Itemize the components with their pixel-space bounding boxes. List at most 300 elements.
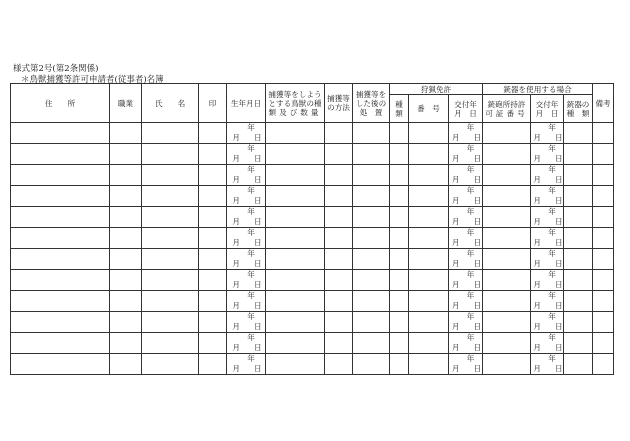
firearm-issue-date-cell[interactable]	[531, 228, 564, 249]
license-issue-date-cell[interactable]	[449, 144, 483, 165]
method-cell[interactable]	[325, 144, 353, 165]
remarks-cell[interactable]	[593, 165, 614, 186]
year-label: 年	[466, 291, 475, 300]
occupation-cell[interactable]	[110, 291, 142, 312]
year-label: 年	[466, 144, 475, 153]
remarks-cell[interactable]	[593, 123, 614, 144]
birthdate-cell[interactable]	[227, 312, 266, 333]
header-species-quantity-line2: とする鳥獣の種	[268, 98, 322, 108]
birthdate-cell[interactable]	[227, 228, 266, 249]
seal-cell[interactable]	[199, 354, 227, 375]
license-type-cell[interactable]	[390, 333, 409, 354]
table-row	[11, 144, 614, 165]
disposal-cell[interactable]	[353, 354, 390, 375]
occupation-cell[interactable]	[110, 249, 142, 270]
license-number-cell[interactable]	[409, 186, 449, 207]
name-cell[interactable]	[142, 123, 199, 144]
year-label: 年	[247, 165, 255, 174]
license-issue-date-cell[interactable]	[449, 291, 483, 312]
firearm-permit-number-cell[interactable]	[483, 354, 531, 375]
firearm-type-cell[interactable]	[564, 291, 593, 312]
firearm-issue-date-cell[interactable]	[531, 354, 564, 375]
license-number-cell[interactable]	[409, 249, 449, 270]
license-issue-date-cell[interactable]	[449, 165, 483, 186]
disposal-cell[interactable]	[353, 186, 390, 207]
year-label: 年	[466, 207, 475, 216]
license-number-cell[interactable]	[409, 207, 449, 228]
year-label: 年	[548, 291, 556, 300]
firearm-permit-number-cell[interactable]	[483, 291, 531, 312]
month-label: 月	[451, 280, 460, 289]
year-label: 年	[247, 123, 255, 132]
birthdate-cell[interactable]	[227, 354, 266, 375]
header-remarks: 備考	[593, 84, 614, 123]
method-cell[interactable]	[325, 207, 353, 228]
name-cell[interactable]	[142, 165, 199, 186]
month-label: 月	[451, 301, 460, 310]
address-cell[interactable]	[11, 312, 110, 333]
day-label: 日	[555, 175, 563, 184]
name-cell[interactable]	[142, 207, 199, 228]
license-number-cell[interactable]	[409, 123, 449, 144]
month-label: 月	[232, 301, 240, 310]
day-label: 日	[555, 259, 563, 268]
name-cell[interactable]	[142, 270, 199, 291]
license-type-cell[interactable]	[390, 144, 409, 165]
species-quantity-cell[interactable]	[266, 333, 325, 354]
year-label: 年	[466, 270, 475, 279]
firearm-type-cell[interactable]	[564, 123, 593, 144]
address-cell[interactable]	[11, 144, 110, 165]
name-cell[interactable]	[142, 312, 199, 333]
month-label: 月	[232, 238, 240, 247]
address-cell[interactable]	[11, 228, 110, 249]
species-quantity-cell[interactable]	[266, 123, 325, 144]
remarks-cell[interactable]	[593, 207, 614, 228]
year-label: 年	[548, 207, 556, 216]
day-label: 日	[555, 196, 563, 205]
day-label: 日	[254, 301, 262, 310]
license-type-cell[interactable]	[390, 249, 409, 270]
firearm-issue-date-cell[interactable]	[531, 333, 564, 354]
method-cell[interactable]	[325, 228, 353, 249]
species-quantity-cell[interactable]	[266, 207, 325, 228]
license-number-cell[interactable]	[409, 270, 449, 291]
header-firearm-type-line1: 銃器の	[566, 99, 590, 109]
disposal-cell[interactable]	[353, 291, 390, 312]
occupation-cell[interactable]	[110, 354, 142, 375]
address-cell[interactable]	[11, 333, 110, 354]
year-label: 年	[247, 249, 255, 258]
seal-cell[interactable]	[199, 123, 227, 144]
year-label: 年	[548, 354, 556, 363]
method-cell[interactable]	[325, 312, 353, 333]
occupation-cell[interactable]	[110, 312, 142, 333]
seal-cell[interactable]	[199, 144, 227, 165]
occupation-cell[interactable]	[110, 123, 142, 144]
address-cell[interactable]	[11, 270, 110, 291]
birthdate-cell[interactable]	[227, 270, 266, 291]
year-label: 年	[466, 186, 475, 195]
month-label: 月	[451, 343, 460, 352]
license-issue-date-cell[interactable]	[449, 207, 483, 228]
address-cell[interactable]	[11, 354, 110, 375]
birthdate-cell[interactable]	[227, 249, 266, 270]
firearm-type-cell[interactable]	[564, 333, 593, 354]
seal-cell[interactable]	[199, 270, 227, 291]
day-label: 日	[473, 133, 482, 142]
day-label: 日	[473, 364, 482, 373]
remarks-cell[interactable]	[593, 270, 614, 291]
license-issue-date-cell[interactable]	[449, 333, 483, 354]
header-firearm-type	[564, 95, 593, 123]
table-row	[11, 312, 614, 333]
disposal-cell[interactable]	[353, 228, 390, 249]
firearm-issue-date-cell[interactable]	[531, 207, 564, 228]
header-method-line2: の方法	[327, 103, 350, 112]
day-label: 日	[254, 196, 262, 205]
year-label: 年	[548, 186, 556, 195]
license-number-cell[interactable]	[409, 228, 449, 249]
day-label: 日	[473, 217, 482, 226]
license-type-cell[interactable]	[390, 186, 409, 207]
method-cell[interactable]	[325, 249, 353, 270]
license-number-cell[interactable]	[409, 144, 449, 165]
seal-cell[interactable]	[199, 333, 227, 354]
birthdate-cell[interactable]	[227, 123, 266, 144]
month-label: 月	[451, 364, 460, 373]
species-quantity-cell[interactable]	[266, 228, 325, 249]
birthdate-cell[interactable]	[227, 291, 266, 312]
day-label: 日	[254, 364, 262, 373]
header-occupation: 職業	[110, 84, 142, 123]
year-label: 年	[548, 144, 556, 153]
day-label: 日	[254, 217, 262, 226]
firearm-issue-date-cell[interactable]	[531, 144, 564, 165]
firearm-type-cell[interactable]	[564, 165, 593, 186]
month-label: 月	[533, 196, 542, 205]
seal-cell[interactable]	[199, 312, 227, 333]
firearm-permit-number-cell[interactable]	[483, 207, 531, 228]
firearm-type-cell[interactable]	[564, 249, 593, 270]
firearm-permit-number-cell[interactable]	[483, 249, 531, 270]
header-method-line1: 捕獲等	[327, 94, 350, 103]
seal-cell[interactable]	[199, 291, 227, 312]
month-label: 月	[533, 217, 542, 226]
table-row	[11, 165, 614, 186]
table-row	[11, 186, 614, 207]
license-number-cell[interactable]	[409, 165, 449, 186]
year-label: 年	[247, 186, 255, 195]
month-label: 月	[451, 322, 460, 331]
year-label: 年	[247, 312, 255, 321]
day-label: 日	[473, 322, 482, 331]
license-issue-date-cell[interactable]	[449, 228, 483, 249]
month-label: 月	[533, 154, 542, 163]
header-firearm-issue-date-line2: 月 日	[535, 108, 559, 118]
birthdate-cell[interactable]	[227, 207, 266, 228]
species-quantity-cell[interactable]	[266, 270, 325, 291]
occupation-cell[interactable]	[110, 144, 142, 165]
species-quantity-cell[interactable]	[266, 165, 325, 186]
month-label: 月	[533, 301, 542, 310]
occupation-cell[interactable]	[110, 270, 142, 291]
firearm-permit-number-cell[interactable]	[483, 312, 531, 333]
method-cell[interactable]	[325, 186, 353, 207]
remarks-cell[interactable]	[593, 354, 614, 375]
disposal-cell[interactable]	[353, 249, 390, 270]
disposal-cell[interactable]	[353, 270, 390, 291]
month-label: 月	[533, 280, 542, 289]
firearm-type-cell[interactable]	[564, 186, 593, 207]
species-quantity-cell[interactable]	[266, 186, 325, 207]
year-label: 年	[466, 249, 475, 258]
day-label: 日	[555, 364, 563, 373]
table-row	[11, 291, 614, 312]
disposal-cell[interactable]	[353, 207, 390, 228]
occupation-cell[interactable]	[110, 165, 142, 186]
remarks-cell[interactable]	[593, 186, 614, 207]
month-label: 月	[533, 364, 542, 373]
month-label: 月	[451, 238, 460, 247]
name-cell[interactable]	[142, 333, 199, 354]
year-label: 年	[466, 312, 475, 321]
firearm-issue-date-cell[interactable]	[531, 249, 564, 270]
remarks-cell[interactable]	[593, 333, 614, 354]
birthdate-cell[interactable]	[227, 144, 266, 165]
table-row	[11, 123, 614, 144]
remarks-cell[interactable]	[593, 249, 614, 270]
method-cell[interactable]	[325, 333, 353, 354]
month-label: 月	[451, 175, 460, 184]
register-body	[11, 123, 614, 375]
header-firearm-type-line2: 種 類	[566, 108, 590, 118]
name-cell[interactable]	[142, 249, 199, 270]
day-label: 日	[473, 343, 482, 352]
license-type-cell[interactable]	[390, 123, 409, 144]
month-label: 月	[232, 364, 240, 373]
address-cell[interactable]	[11, 249, 110, 270]
name-cell[interactable]	[142, 186, 199, 207]
header-disposal-line3: 処 置	[359, 107, 383, 117]
firearm-permit-number-cell[interactable]	[483, 333, 531, 354]
day-label: 日	[555, 301, 563, 310]
disposal-cell[interactable]	[353, 123, 390, 144]
day-label: 日	[254, 343, 262, 352]
license-type-cell[interactable]	[390, 228, 409, 249]
year-label: 年	[247, 333, 255, 342]
seal-cell[interactable]	[199, 228, 227, 249]
remarks-cell[interactable]	[593, 144, 614, 165]
year-label: 年	[247, 291, 255, 300]
license-issue-date-cell[interactable]	[449, 123, 483, 144]
seal-cell[interactable]	[199, 207, 227, 228]
seal-cell[interactable]	[199, 186, 227, 207]
day-label: 日	[254, 154, 262, 163]
birthdate-cell[interactable]	[227, 333, 266, 354]
day-label: 日	[473, 196, 482, 205]
disposal-cell[interactable]	[353, 333, 390, 354]
address-cell[interactable]	[11, 165, 110, 186]
day-label: 日	[254, 133, 262, 142]
day-label: 日	[254, 322, 262, 331]
firearm-issue-date-cell[interactable]	[531, 165, 564, 186]
name-cell[interactable]	[142, 291, 199, 312]
firearm-type-cell[interactable]	[564, 354, 593, 375]
method-cell[interactable]	[325, 270, 353, 291]
firearm-issue-date-cell[interactable]	[531, 312, 564, 333]
month-label: 月	[232, 343, 240, 352]
seal-cell[interactable]	[199, 249, 227, 270]
remarks-cell[interactable]	[593, 291, 614, 312]
header-species-quantity	[266, 84, 325, 123]
firearm-permit-number-cell[interactable]	[483, 144, 531, 165]
year-label: 年	[548, 270, 556, 279]
name-cell[interactable]	[142, 144, 199, 165]
header-hunting-license: 狩猟免許	[390, 84, 483, 95]
disposal-cell[interactable]	[353, 165, 390, 186]
license-number-cell[interactable]	[409, 312, 449, 333]
table-row	[11, 228, 614, 249]
month-label: 月	[232, 133, 240, 142]
firearm-type-cell[interactable]	[564, 312, 593, 333]
firearm-type-cell[interactable]	[564, 207, 593, 228]
occupation-cell[interactable]	[110, 333, 142, 354]
header-disposal-line2: した後の	[355, 98, 387, 108]
month-label: 月	[232, 154, 240, 163]
license-type-cell[interactable]	[390, 291, 409, 312]
license-issue-date-cell[interactable]	[449, 249, 483, 270]
species-quantity-cell[interactable]	[266, 291, 325, 312]
day-label: 日	[473, 280, 482, 289]
day-label: 日	[473, 238, 482, 247]
firearm-type-cell[interactable]	[564, 228, 593, 249]
firearm-type-cell[interactable]	[564, 270, 593, 291]
address-cell[interactable]	[11, 186, 110, 207]
occupation-cell[interactable]	[110, 228, 142, 249]
year-label: 年	[548, 249, 556, 258]
day-label: 日	[254, 280, 262, 289]
license-type-cell[interactable]	[390, 165, 409, 186]
year-label: 年	[466, 333, 475, 342]
month-label: 月	[533, 133, 542, 142]
method-cell[interactable]	[325, 123, 353, 144]
header-firearm-permit-number-line2: 可証番号	[485, 108, 528, 118]
header-seal: 印	[199, 84, 227, 123]
day-label: 日	[555, 343, 563, 352]
disposal-cell[interactable]	[353, 312, 390, 333]
header-birthdate: 生年月日	[227, 84, 266, 123]
address-cell[interactable]	[11, 123, 110, 144]
month-label: 月	[232, 175, 240, 184]
license-issue-date-cell[interactable]	[449, 354, 483, 375]
firearm-permit-number-cell[interactable]	[483, 123, 531, 144]
address-cell[interactable]	[11, 207, 110, 228]
applicant-register-table	[10, 83, 614, 375]
license-issue-date-cell[interactable]	[449, 270, 483, 291]
species-quantity-cell[interactable]	[266, 249, 325, 270]
month-label: 月	[533, 175, 542, 184]
header-disposal	[353, 84, 390, 123]
firearm-issue-date-cell[interactable]	[531, 291, 564, 312]
birthdate-cell[interactable]	[227, 186, 266, 207]
license-number-cell[interactable]	[409, 333, 449, 354]
header-firearm-issue-date	[531, 95, 564, 123]
year-label: 年	[247, 270, 255, 279]
header-license-type-line1: 種	[395, 99, 403, 109]
license-type-cell[interactable]	[390, 354, 409, 375]
license-issue-date-cell[interactable]	[449, 186, 483, 207]
table-row	[11, 207, 614, 228]
license-type-cell[interactable]	[390, 207, 409, 228]
day-label: 日	[555, 133, 563, 142]
header-license-issue-date-line2: 月 日	[454, 108, 477, 118]
firearm-permit-number-cell[interactable]	[483, 270, 531, 291]
firearm-type-cell[interactable]	[564, 144, 593, 165]
day-label: 日	[555, 238, 563, 247]
license-type-cell[interactable]	[390, 270, 409, 291]
license-number-cell[interactable]	[409, 354, 449, 375]
day-label: 日	[555, 322, 563, 331]
month-label: 月	[533, 259, 542, 268]
occupation-cell[interactable]	[110, 207, 142, 228]
firearm-permit-number-cell[interactable]	[483, 165, 531, 186]
remarks-cell[interactable]	[593, 228, 614, 249]
method-cell[interactable]	[325, 165, 353, 186]
header-firearm-permit-number-line1: 銃砲所持許	[487, 99, 526, 109]
year-label: 年	[548, 333, 556, 342]
month-label: 月	[451, 133, 460, 142]
header-firearm-permit-number	[483, 95, 531, 123]
name-cell[interactable]	[142, 228, 199, 249]
address-cell[interactable]	[11, 291, 110, 312]
species-quantity-cell[interactable]	[266, 144, 325, 165]
year-label: 年	[247, 228, 255, 237]
seal-cell[interactable]	[199, 165, 227, 186]
form-number-title: 様式第2号(第2条関係)	[13, 64, 99, 74]
license-type-cell[interactable]	[390, 312, 409, 333]
day-label: 日	[254, 238, 262, 247]
year-label: 年	[548, 312, 556, 321]
method-cell[interactable]	[325, 354, 353, 375]
license-issue-date-cell[interactable]	[449, 312, 483, 333]
firearm-issue-date-cell[interactable]	[531, 123, 564, 144]
month-label: 月	[533, 238, 542, 247]
firearm-permit-number-cell[interactable]	[483, 228, 531, 249]
year-label: 年	[247, 207, 255, 216]
header-license-issue-date	[449, 95, 483, 123]
month-label: 月	[451, 259, 460, 268]
header-license-number: 番 号	[409, 95, 449, 123]
firearm-issue-date-cell[interactable]	[531, 270, 564, 291]
name-cell[interactable]	[142, 354, 199, 375]
species-quantity-cell[interactable]	[266, 312, 325, 333]
occupation-cell[interactable]	[110, 186, 142, 207]
header-method	[325, 84, 353, 123]
species-quantity-cell[interactable]	[266, 354, 325, 375]
firearm-issue-date-cell[interactable]	[531, 186, 564, 207]
disposal-cell[interactable]	[353, 144, 390, 165]
license-number-cell[interactable]	[409, 291, 449, 312]
header-address: 住 所	[11, 84, 110, 123]
method-cell[interactable]	[325, 291, 353, 312]
year-label: 年	[548, 165, 556, 174]
birthdate-cell[interactable]	[227, 165, 266, 186]
remarks-cell[interactable]	[593, 312, 614, 333]
year-label: 年	[247, 144, 255, 153]
year-label: 年	[466, 228, 475, 237]
firearm-permit-number-cell[interactable]	[483, 186, 531, 207]
